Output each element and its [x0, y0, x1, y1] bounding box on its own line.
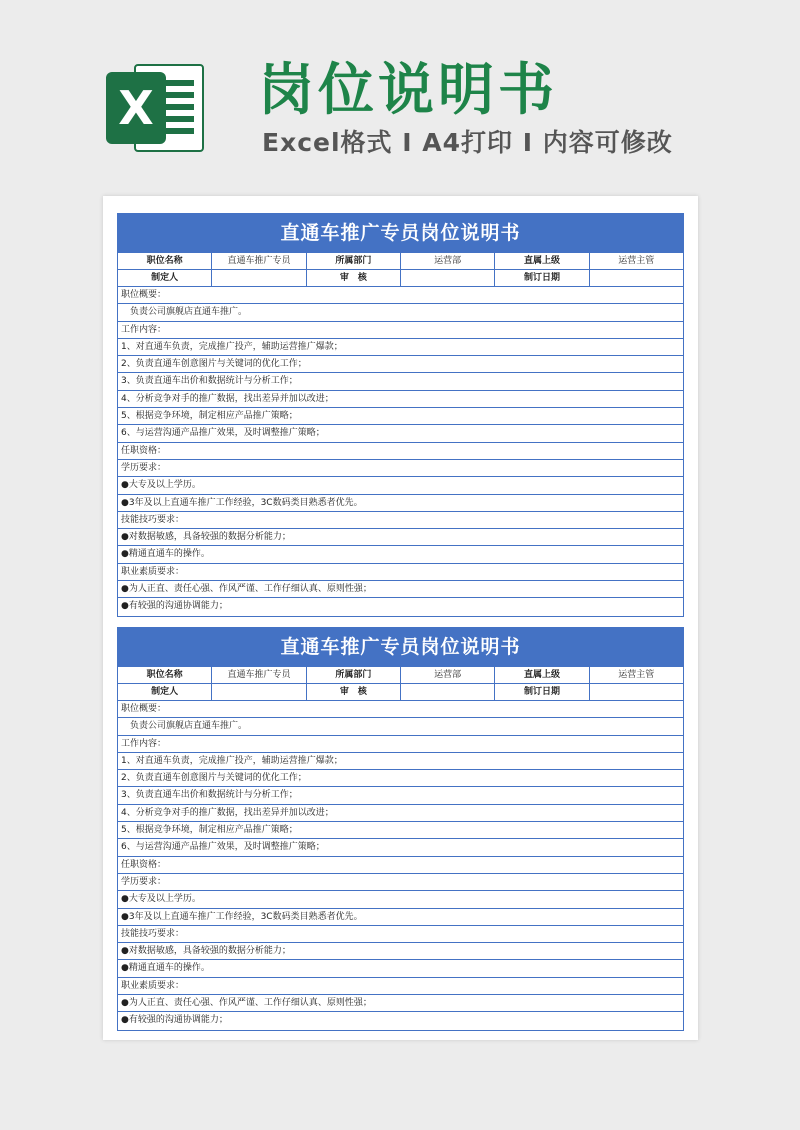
value-department[interactable]: 运营部	[401, 253, 495, 269]
table-row[interactable]: ●为人正直、责任心强、作风严谨、工作仔细认真、原则性强；	[118, 995, 683, 1012]
table-row[interactable]: ●大专及以上学历。	[118, 477, 683, 494]
table-row[interactable]: 1、对直通车负责，完成推广投产，辅助运营推广爆款；	[118, 339, 683, 356]
table-row[interactable]: 负责公司旗舰店直通车推广。	[118, 304, 683, 321]
value-date[interactable]	[590, 270, 683, 286]
label-supervisor: 直属上级	[495, 253, 589, 269]
value-position-name[interactable]: 直通车推广专员	[212, 253, 306, 269]
page-title: 岗位说明书	[258, 58, 558, 123]
label-position-name: 职位名称	[118, 253, 212, 269]
label-reviewer: 审 核	[307, 270, 401, 286]
content-lines	[118, 701, 683, 1030]
label-supervisor: 直属上级	[495, 667, 589, 683]
table-row[interactable]: 技能技巧要求：	[118, 926, 683, 943]
table-row[interactable]: 工作内容：	[118, 736, 683, 753]
table-row[interactable]: ●3年及以上直通车推广工作经验，3C数码类目熟悉者优先。	[118, 909, 683, 926]
table-row[interactable]: 3、负责直通车出价和数据统计与分析工作；	[118, 373, 683, 390]
table-row[interactable]: 1、对直通车负责，完成推广投产，辅助运营推广爆款；	[118, 753, 683, 770]
table-row[interactable]: ●精通直通车的操作。	[118, 960, 683, 977]
table-row[interactable]: 学历要求：	[118, 874, 683, 891]
table-row[interactable]: ●大专及以上学历。	[118, 891, 683, 908]
value-date[interactable]	[590, 684, 683, 700]
label-position-name: 职位名称	[118, 667, 212, 683]
table-row[interactable]: 6、与运营沟通产品推广效果，及时调整推广策略；	[118, 425, 683, 442]
page-subtitle: Excel格式 I A4打印 I 内容可修改	[262, 128, 673, 157]
value-author[interactable]	[212, 270, 306, 286]
table-row[interactable]: ●有较强的沟通协调能力；	[121, 1015, 228, 1026]
table-row[interactable]: 3、负责直通车出价和数据统计与分析工作；	[118, 787, 683, 804]
meta-row-1	[118, 253, 683, 270]
table-row[interactable]: 职位概要：	[118, 701, 683, 718]
table-row[interactable]: 4、分析竞争对手的推广数据，找出差异并加以改进；	[118, 391, 683, 408]
table-row[interactable]: 2、负责直通车创意图片与关键词的优化工作；	[118, 770, 683, 787]
table-row[interactable]: ●有较强的沟通协调能力；	[121, 601, 228, 612]
table-row[interactable]: 2、负责直通车创意图片与关键词的优化工作；	[118, 356, 683, 373]
value-author[interactable]	[212, 684, 306, 700]
table-row[interactable]: 负责公司旗舰店直通车推广。	[118, 718, 683, 735]
label-reviewer: 审 核	[307, 684, 401, 700]
table-row[interactable]: 学历要求：	[118, 460, 683, 477]
table-row[interactable]: 工作内容：	[118, 322, 683, 339]
meta-row-2	[118, 270, 683, 287]
value-position-name[interactable]: 直通车推广专员	[212, 667, 306, 683]
job-description-form-2	[117, 627, 684, 1031]
value-supervisor[interactable]: 运营主管	[618, 256, 655, 266]
value-reviewer[interactable]	[401, 270, 495, 286]
label-author: 制定人	[118, 684, 212, 700]
label-department: 所属部门	[307, 667, 401, 683]
value-department[interactable]: 运营部	[401, 667, 495, 683]
label-department: 所属部门	[307, 253, 401, 269]
table-row[interactable]: ●对数据敏感，具备较强的数据分析能力；	[118, 529, 683, 546]
table-row[interactable]: ●对数据敏感，具备较强的数据分析能力；	[118, 943, 683, 960]
table-row[interactable]: 职位概要：	[118, 287, 683, 304]
table-row[interactable]: 职业素质要求：	[118, 564, 683, 581]
form-title: 直通车推广专员岗位说明书	[118, 213, 683, 253]
form-title: 直通车推广专员岗位说明书	[118, 627, 683, 667]
table-row[interactable]: 5、根据竞争环境，制定相应产品推广策略；	[118, 408, 683, 425]
content-lines	[118, 287, 683, 616]
logo-letter: X	[106, 72, 166, 144]
value-reviewer[interactable]	[401, 684, 495, 700]
table-row[interactable]: 4、分析竞争对手的推广数据，找出差异并加以改进；	[118, 805, 683, 822]
meta-row-1	[118, 667, 683, 684]
table-row[interactable]: 5、根据竞争环境，制定相应产品推广策略；	[118, 822, 683, 839]
job-description-form-1	[117, 213, 684, 617]
table-row[interactable]: 职业素质要求：	[118, 978, 683, 995]
table-row[interactable]: 任职资格：	[118, 857, 683, 874]
value-supervisor[interactable]: 运营主管	[618, 670, 655, 680]
label-date: 制订日期	[495, 270, 589, 286]
excel-logo-icon	[106, 58, 206, 158]
label-date: 制订日期	[495, 684, 589, 700]
table-row[interactable]: 技能技巧要求：	[118, 512, 683, 529]
meta-row-2	[118, 684, 683, 701]
table-row[interactable]: 任职资格：	[118, 443, 683, 460]
label-author: 制定人	[118, 270, 212, 286]
table-row[interactable]: ●为人正直、责任心强、作风严谨、工作仔细认真、原则性强；	[118, 581, 683, 598]
header	[0, 0, 800, 190]
table-row[interactable]: ●精通直通车的操作。	[118, 546, 683, 563]
table-row[interactable]: 6、与运营沟通产品推广效果，及时调整推广策略；	[118, 839, 683, 856]
table-row[interactable]: ●3年及以上直通车推广工作经验，3C数码类目熟悉者优先。	[118, 495, 683, 512]
